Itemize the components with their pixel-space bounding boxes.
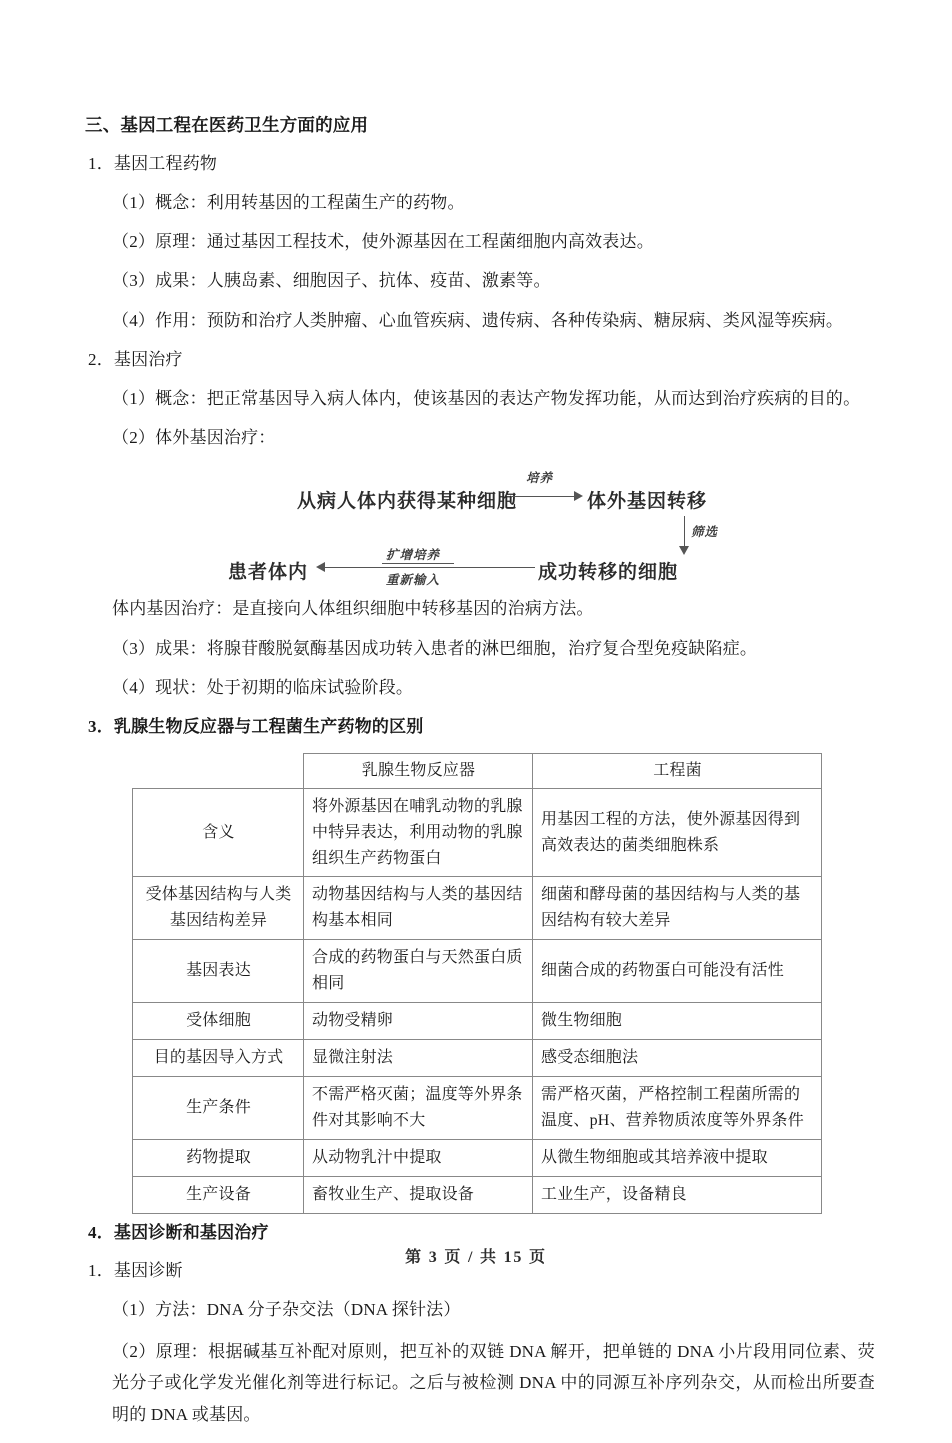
diagram-arrowhead-left-bottom bbox=[316, 562, 325, 572]
table-header-blank bbox=[133, 753, 304, 788]
list-item-1-sub-4: （4）作用：预防和治疗人类肿瘤、心血管疾病、遗传病、各种传染病、糖尿病、类风湿等疾病。 bbox=[112, 310, 844, 330]
table-row bbox=[133, 1040, 822, 1077]
table-row bbox=[133, 940, 822, 1003]
table-header-engineered-bacteria: 工程菌 bbox=[533, 753, 822, 788]
table-row-label: 生产设备 bbox=[133, 1176, 304, 1213]
list-item-1-sub-3: （3）成果：人胰岛素、细胞因子、抗体、疫苗、激素等。 bbox=[112, 271, 551, 291]
diagram-arrowhead-down bbox=[679, 546, 689, 555]
list-item-3-title: 3．乳腺生物反应器与工程菌生产药物的区别 bbox=[88, 717, 424, 737]
table-cell-bacteria: 从微生物细胞或其培养液中提取 bbox=[533, 1139, 822, 1176]
table-cell-mammary: 动物基因结构与人类的基因结构基本相同 bbox=[304, 877, 533, 940]
table-row bbox=[133, 877, 822, 940]
comparison-table-wrapper bbox=[132, 753, 821, 1214]
diagram-arrow-line-bottom bbox=[325, 567, 535, 568]
comparison-table bbox=[132, 753, 822, 1214]
table-cell-mammary: 从动物乳汁中提取 bbox=[304, 1139, 533, 1176]
table-cell-bacteria: 微生物细胞 bbox=[533, 1003, 822, 1040]
table-row-label: 基因表达 bbox=[133, 940, 304, 1003]
list-item-2-sub-3: （3）成果：将腺苷酸脱氨酶基因成功转入患者的淋巴细胞，治疗复合型免疫缺陷症。 bbox=[112, 638, 758, 658]
table-row-label: 药物提取 bbox=[133, 1139, 304, 1176]
diagram-node-exvivo-prefix: 体外 bbox=[587, 491, 628, 513]
table-row-label: 受体细胞 bbox=[133, 1003, 304, 1040]
list-item-1-sub-2: （2）原理：通过基因工程技术，使外源基因在工程菌细胞内高效表达。 bbox=[112, 232, 654, 252]
list-item-2-sub-4: （4）现状：处于初期的临床试验阶段。 bbox=[112, 678, 414, 697]
table-header-mammary: 乳腺生物反应器 bbox=[304, 753, 533, 788]
diagram-node-success: 成功转移的细胞 bbox=[538, 562, 679, 584]
table-cell-mammary: 不需严格灭菌；温度等外界条件对其影响不大 bbox=[304, 1076, 533, 1139]
table-cell-bacteria: 用基因工程的方法，使外源基因得到高效表达的菌类细胞株系 bbox=[533, 788, 822, 877]
diagram-label-divider bbox=[382, 563, 454, 564]
in-vivo-gene-therapy-text: 体内基因治疗：是直接向人体组织细胞中转移基因的治病方法。 bbox=[112, 599, 594, 619]
table-row bbox=[133, 1139, 822, 1176]
list-item-4-sub-title: 1．基因诊断 bbox=[88, 1261, 183, 1281]
gene-therapy-flow-diagram bbox=[85, 464, 875, 592]
table-cell-mammary: 动物受精卵 bbox=[304, 1003, 533, 1040]
list-item-2-sub-1: （1）概念：把正常基因导入病人体内，使该基因的表达产物发挥功能，从而达到治疗疾病的目的。 bbox=[112, 388, 861, 408]
table-row-label: 目的基因导入方式 bbox=[133, 1040, 304, 1077]
table-row-label: 生产条件 bbox=[133, 1076, 304, 1139]
page-footer bbox=[0, 1244, 952, 1267]
list-item-1-sub-1: （1）概念：利用转基因的工程菌生产的药物。 bbox=[112, 192, 465, 212]
diagram-label-screening: 筛选 bbox=[691, 525, 719, 540]
diagram-node-exvivo-transfer bbox=[587, 486, 707, 513]
page-number-text: 第 3 页 / 共 15 页 bbox=[405, 1249, 547, 1266]
list-item-2-sub-2: （2）体外基因治疗： bbox=[112, 427, 276, 447]
table-cell-mammary: 将外源基因在哺乳动物的乳腺中特异表达，利用动物的乳腺组织生产药物蛋白 bbox=[304, 788, 533, 877]
table-cell-bacteria: 工业生产，设备精良 bbox=[533, 1176, 822, 1213]
table-cell-mammary: 显微注射法 bbox=[304, 1040, 533, 1077]
gene-diagnosis-method: （1）方法：DNA 分子杂交法（DNA 探针法） bbox=[112, 1299, 461, 1319]
diagram-label-reinput: 重新输入 bbox=[386, 573, 441, 588]
list-item-4-title: 4．基因诊断和基因治疗 bbox=[88, 1222, 269, 1242]
list-item-1-title: 1．基因工程药物 bbox=[88, 154, 218, 174]
table-row-label: 受体基因结构与人类基因结构差异 bbox=[133, 877, 304, 940]
table-row-label: 含义 bbox=[133, 788, 304, 877]
table-row bbox=[133, 788, 822, 877]
diagram-arrowhead-right-top bbox=[574, 491, 583, 501]
gene-diagnosis-principle: （2）原理：根据碱基互补配对原则，把互补的双链 DNA 解开，把单链的 DNA 小片段用同位素、荧光分子或化学发光催化剂等进行标记。之后与被检测 DNA 中的同源互补序列杂交，从而检出所要查明的 DNA 或基因。 bbox=[112, 1341, 875, 1424]
section-heading: 三、基因工程在医药卫生方面的应用 bbox=[85, 115, 369, 135]
diagram-arrow-line-vertical bbox=[684, 516, 685, 548]
table-cell-mammary: 畜牧业生产、提取设备 bbox=[304, 1176, 533, 1213]
table-cell-bacteria: 感受态细胞法 bbox=[533, 1040, 822, 1077]
diagram-label-amplify-culture: 扩增培养 bbox=[386, 548, 441, 563]
table-cell-bacteria: 细菌和酵母菌的基因结构与人类的基因结构有较大差异 bbox=[533, 877, 822, 940]
diagram-node-source: 从病人体内获得某种细胞 bbox=[297, 491, 518, 513]
diagram-arrow-line-top bbox=[512, 496, 576, 497]
diagram-label-culture: 培养 bbox=[526, 471, 554, 486]
diagram-node-exvivo-underlined: 基因转移 bbox=[627, 491, 708, 513]
table-row bbox=[133, 1003, 822, 1040]
table-cell-bacteria: 细菌合成的药物蛋白可能没有活性 bbox=[533, 940, 822, 1003]
diagram-node-patient-body: 患者体内 bbox=[228, 562, 309, 584]
table-cell-bacteria: 需严格灭菌，严格控制工程菌所需的温度、pH、营养物质浓度等外界条件 bbox=[533, 1076, 822, 1139]
table-cell-mammary: 合成的药物蛋白与天然蛋白质相同 bbox=[304, 940, 533, 1003]
table-header-row bbox=[133, 753, 822, 788]
list-item-2-title: 2．基因治疗 bbox=[88, 350, 183, 370]
table-row bbox=[133, 1176, 822, 1213]
table-row bbox=[133, 1076, 822, 1139]
